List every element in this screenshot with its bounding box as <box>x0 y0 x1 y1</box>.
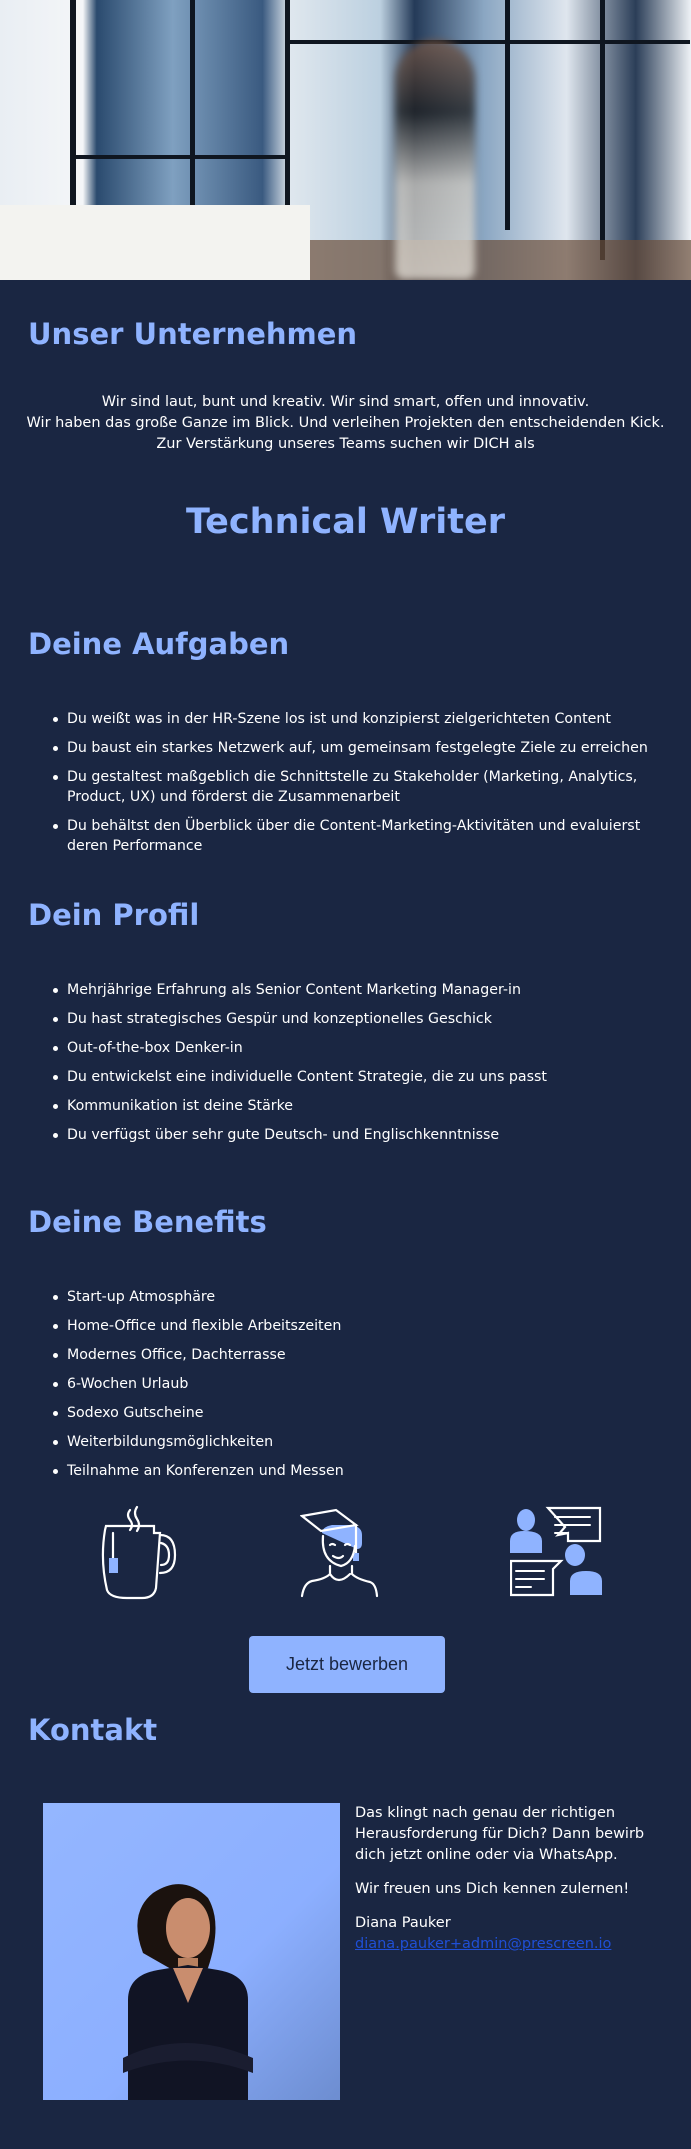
benefits-list <box>0 1287 667 1490</box>
contact-person-image <box>43 1803 340 2100</box>
tasks-list <box>0 709 667 865</box>
section-heading-profile: Dein Profil <box>28 898 200 932</box>
contact-name: Diana Pauker <box>355 1915 451 1931</box>
graduate-icon <box>300 1508 395 1598</box>
section-heading-company: Unser Unternehmen <box>28 317 358 351</box>
walking-person <box>395 40 475 280</box>
window-frame <box>70 0 76 210</box>
contact-photo <box>43 1803 340 2100</box>
contact-text: Das klingt nach genau der richtigen Herausforderung für Dich? Dann bewirb dich jetzt online oder via WhatsApp. <box>355 1805 645 1863</box>
list-item: Du verfügst über sehr gute Deutsch- und Englischkenntnisse <box>67 1125 667 1145</box>
list-item: Mehrjährige Erfahrung als Senior Content Marketing Manager-in <box>67 980 667 1000</box>
list-item: Start-up Atmosphäre <box>67 1287 667 1307</box>
list-item: Du hast strategisches Gespür und konzeptionelles Geschick <box>67 1009 667 1029</box>
floor <box>300 240 691 280</box>
intro-line: Wir haben das große Ganze im Blick. Und verleihen Projekten den entscheidenden Kick. <box>26 415 665 431</box>
list-item: 6-Wochen Urlaub <box>67 1374 667 1394</box>
conversation-icon <box>510 1505 605 1600</box>
contact-info <box>355 1803 665 1955</box>
intro-line: Wir sind laut, bunt und kreativ. Wir sind smart, offen und innovativ. <box>101 394 590 410</box>
intro-line: Zur Verstärkung unseres Teams suchen wir DICH als <box>156 436 535 452</box>
list-item: Du behältst den Überblick über die Content-Marketing-Aktivitäten und evaluierst deren Performance <box>67 816 667 856</box>
list-item: Modernes Office, Dachterrasse <box>67 1345 667 1365</box>
job-title: Technical Writer <box>185 502 506 542</box>
list-item: Du weißt was in der HR-Szene los ist und konzipierst zielgerichteten Content <box>67 709 667 729</box>
desk <box>0 205 310 280</box>
list-item: Du gestaltest maßgeblich die Schnittstelle zu Stakeholder (Marketing, Analytics, Product, UX) und förderst die Zusammenarbeit <box>67 767 667 807</box>
list-item: Du entwickelst eine individuelle Content Strategie, die zu uns passt <box>67 1067 667 1087</box>
section-heading-tasks: Deine Aufgaben <box>28 627 290 661</box>
list-item: Sodexo Gutscheine <box>67 1403 667 1423</box>
window-frame <box>190 0 195 230</box>
window-frame <box>505 0 510 230</box>
section-heading-contact: Kontakt <box>28 1713 158 1747</box>
hero-office-image <box>0 0 691 280</box>
profile-list <box>0 980 667 1154</box>
window-frame <box>290 40 690 44</box>
list-item: Teilnahme an Konferenzen und Messen <box>67 1461 667 1481</box>
apply-button[interactable]: Jetzt bewerben <box>249 1636 445 1693</box>
list-item: Out-of-the-box Denker-in <box>67 1038 667 1058</box>
tea-mug-icon <box>95 1505 185 1600</box>
company-intro <box>0 392 691 455</box>
section-heading-benefits: Deine Benefits <box>28 1205 267 1239</box>
list-item: Kommunikation ist deine Stärke <box>67 1096 667 1116</box>
window-frame <box>70 155 290 159</box>
list-item: Home-Office und flexible Arbeitszeiten <box>67 1316 667 1336</box>
contact-greeting: Wir freuen uns Dich kennen zulernen! <box>355 1881 630 1897</box>
list-item: Du baust ein starkes Netzwerk auf, um gemeinsam festgelegte Ziele zu erreichen <box>67 738 667 758</box>
window-frame <box>600 0 605 260</box>
list-item: Weiterbildungsmöglichkeiten <box>67 1432 667 1452</box>
contact-email-link[interactable]: diana.pauker+admin@prescreen.io <box>355 1936 612 1952</box>
